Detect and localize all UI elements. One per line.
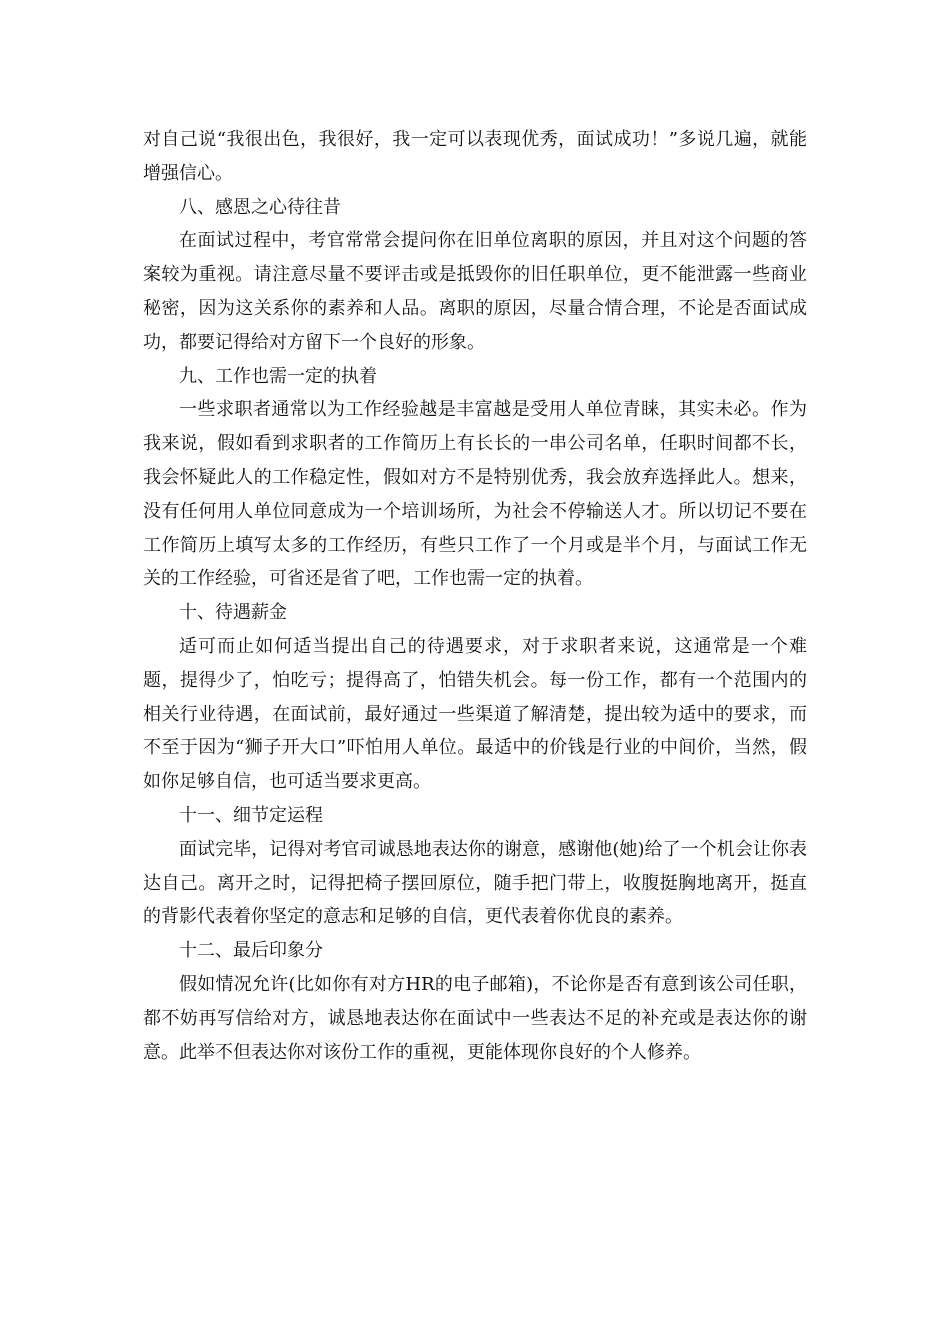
heading-section-10: 十、待遇薪金: [179, 602, 287, 624]
paragraph-section-9: 一些求职者通常以为工作经验越是丰富越是受用人单位青睐，其实未必。作为我来说，假如看到求职者的工作简历上有长长的一串公司名单，任职时间都不长，我会怀疑此人的工作稳定性，假如对方不是特别优秀，我会放弃选择此人。想来，没有任何用人单位同意成为一个培训场所，为社会不停输送人才。所以切记不要在工作简历上填写太多的工作经历，有些只工作了一个月或是半个月，与面试工作无关的工作经验，可省还是省了吧，工作也需一定的执着。: [143, 399, 807, 590]
heading-section-8: 八、感恩之心待往昔: [179, 196, 341, 218]
heading-section-12: 十二、最后印象分: [179, 940, 323, 962]
paragraph-confidence-end: 对自己说“我很出色，我很好，我一定可以表现优秀，面试成功！”多说几遍，就能增强信心。: [143, 129, 807, 184]
heading-section-11: 十一、细节定运程: [179, 804, 323, 826]
paragraph-section-12: 假如情况允许(比如你有对方HR的电子邮箱)，不论你是否有意到该公司任职，都不妨再写信给对方，诚恳地表达你在面试中一些表达不足的补充或是表达你的谢意。此举不但表达你对该份工作的重视，更能体现你良好的个人修养。: [143, 973, 807, 1063]
heading-section-9: 九、工作也需一定的执着: [179, 365, 377, 387]
paragraph-section-8: 在面试过程中，考官常常会提问你在旧单位离职的原因，并且对这个问题的答案较为重视。请注意尽量不要评击或是抵毁你的旧任职单位，更不能泄露一些商业秘密，因为这关系你的素养和人品。离职的原因，尽量合情合理，不论是否面试成功，都要记得给对方留下一个良好的形象。: [143, 230, 807, 353]
paragraph-section-11: 面试完毕，记得对考官司诚恳地表达你的谢意，感谢他(她)给了一个机会让你表达自己。离开之时，记得把椅子摆回原位，随手把门带上，收腹挺胸地离开，挺直的背影代表着你坚定的意志和足够的自信，更代表着你优良的素养。: [143, 838, 807, 928]
document-page: [143, 123, 807, 1069]
paragraph-section-10: 适可而止如何适当提出自己的待遇要求，对于求职者来说，这通常是一个难题，提得少了，怕吃亏；提得高了，怕错失机会。每一份工作，都有一个范围内的相关行业待遇，在面试前，最好通过一些渠道了解清楚，提出较为适中的要求，而不至于因为“狮子开大口”吓怕用人单位。最适中的价钱是行业的中间价，当然，假如你足够自信，也可适当要求更高。: [143, 635, 807, 793]
